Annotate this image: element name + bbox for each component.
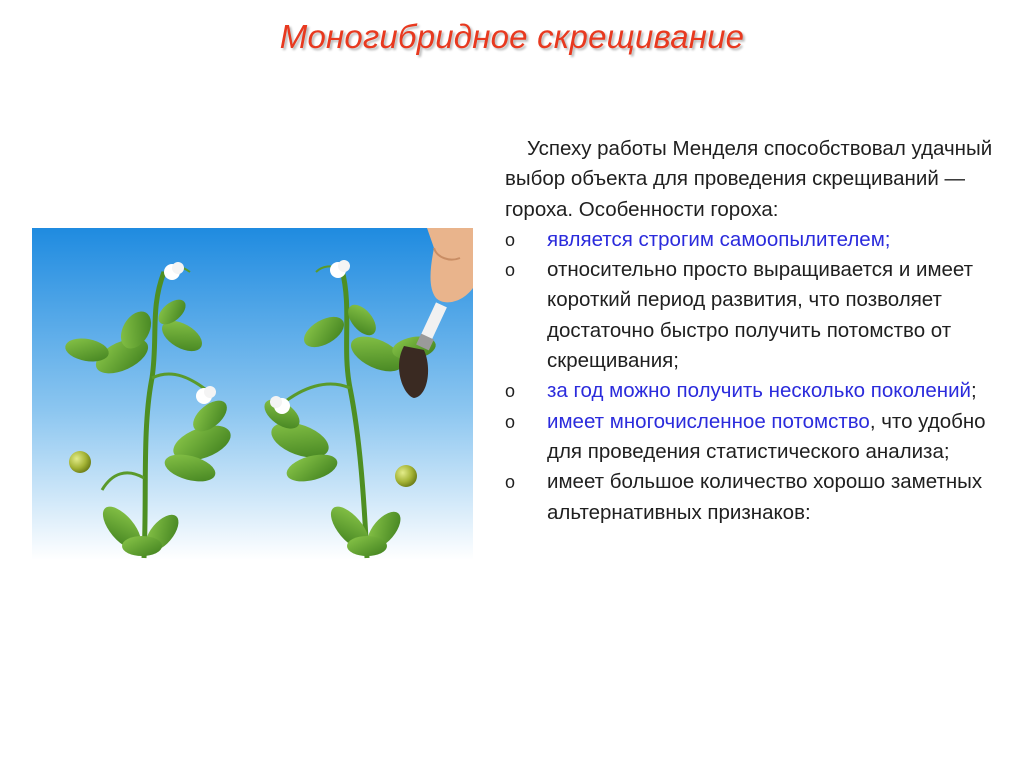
bullet-marker: o xyxy=(505,381,516,402)
list-item xyxy=(505,376,1005,406)
pea-plants-illustration xyxy=(32,228,473,560)
item-rest: ; xyxy=(970,379,977,403)
list-item xyxy=(505,407,1005,468)
pea-seed-left xyxy=(69,451,91,473)
item-rest: , что удобно для проведения статистического анализа; xyxy=(547,409,986,463)
item-rest: имеет большое количество хорошо заметных альтернативных признаков: xyxy=(547,470,983,524)
item-highlight: за год можно получить несколько поколений xyxy=(547,379,971,403)
sky-background xyxy=(32,228,473,560)
pea-seed-right xyxy=(395,465,417,487)
bullet-marker: o xyxy=(505,472,516,493)
item-rest: относительно просто выращивается и имеет короткий период развития, что позволяет достаточно быстро получить потомство от скрещивания; xyxy=(547,258,974,373)
text-content xyxy=(505,134,1005,528)
bullet-marker: o xyxy=(505,260,516,281)
intro-text: Успеху работы Менделя способствовал удачный выбор объекта для проведения скрещиваний — гороха. Особенности гороха: xyxy=(505,137,993,221)
bullet-marker: o xyxy=(505,229,516,250)
bullet-marker: o xyxy=(505,411,516,432)
list-item xyxy=(505,255,1005,376)
item-highlight: имеет многочисленное потомство xyxy=(547,409,870,433)
pea-features-list xyxy=(505,225,1005,528)
item-highlight: является строгим самоопылителем; xyxy=(547,227,891,251)
intro-paragraph xyxy=(505,134,1005,225)
slide-title: Моногибридное скрещивание xyxy=(279,18,745,55)
list-item xyxy=(505,225,1005,255)
list-item xyxy=(505,467,1005,528)
